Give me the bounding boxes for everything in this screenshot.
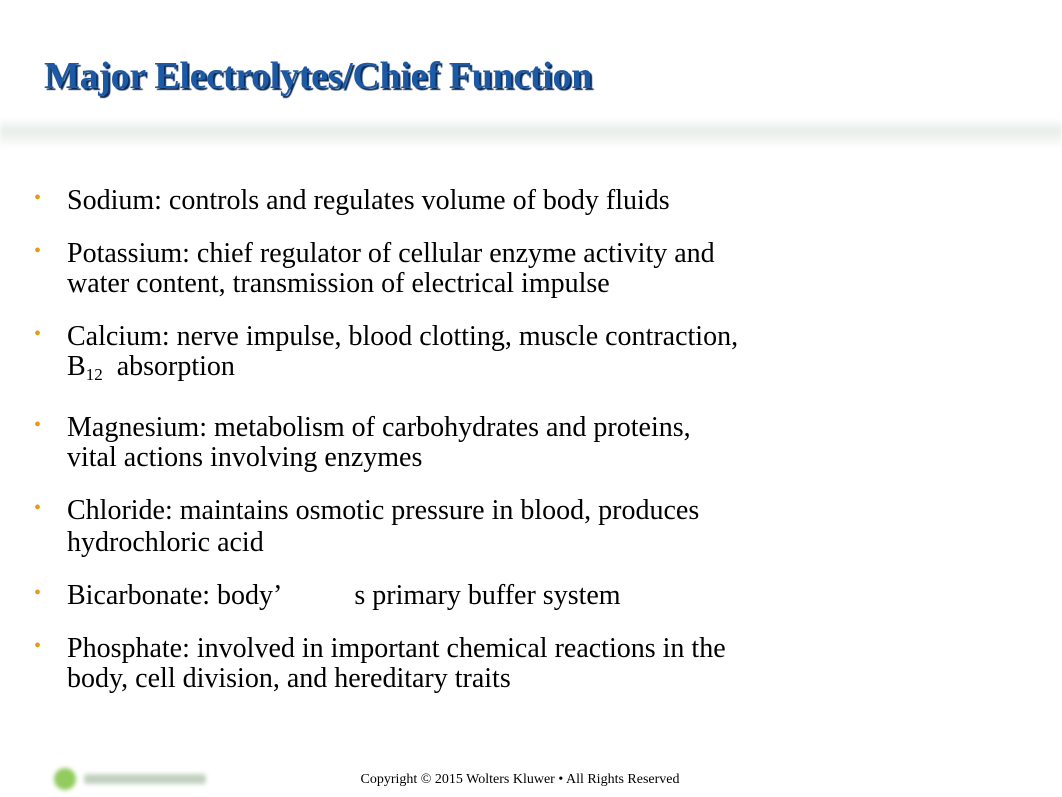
bullet-icon: • [34, 187, 42, 209]
bullet-text-line2: water content, transmission of electrical impulse [67, 268, 610, 299]
bullet-icon: • [34, 414, 42, 436]
bullet-icon: • [34, 582, 42, 604]
bullet-text-part1: Bicarbonate: body’ [67, 580, 283, 611]
bullet-text-line1: Calcium: nerve impulse, blood clotting, muscle contraction, [67, 321, 739, 352]
bullet-icon: • [34, 635, 42, 657]
vitamin-b: B [67, 351, 86, 382]
bullet-text: Sodium: controls and regulates volume of body fluids [67, 185, 670, 216]
bullet-text-line1: Phosphate: involved in important chemical reactions in the [67, 633, 726, 664]
bullet-text-line2 [67, 352, 854, 390]
bullet-calcium [34, 322, 854, 390]
bullet-potassium [34, 239, 854, 299]
title-divider-band [0, 118, 1062, 148]
absorption-word: absorption [116, 351, 235, 382]
bullet-text-part2: s primary buffer system [354, 580, 621, 611]
bullet-text-line1: Potassium: chief regulator of cellular enzyme activity and [67, 238, 715, 269]
bullet-text-line1: Chloride: maintains osmotic pressure in blood, produces [67, 495, 700, 526]
bullet-text-line2: hydrochloric acid [67, 527, 264, 558]
bullet-magnesium [34, 413, 854, 473]
bullet-text [67, 581, 854, 611]
copyright-footer: Copyright © 2015 Wolters Kluwer • All Rights Reserved [360, 772, 680, 787]
bullet-list [34, 186, 854, 717]
vitamin-subscript: 12 [85, 365, 103, 384]
bullet-text-line2: vital actions involving enzymes [67, 442, 423, 473]
bullet-sodium [34, 186, 854, 216]
bullet-icon: • [34, 323, 42, 345]
bullet-icon: • [34, 497, 42, 519]
bullet-icon: • [34, 240, 42, 262]
slide-title: Major Electrolytes/Chief Function [44, 55, 593, 97]
bullet-phosphate [34, 634, 854, 694]
bullet-text-line1: Magnesium: metabolism of carbohydrates and proteins, [67, 412, 691, 443]
bullet-text-line2: body, cell division, and hereditary traits [67, 663, 511, 694]
bullet-chloride [34, 496, 854, 558]
bullet-bicarbonate [34, 581, 854, 611]
